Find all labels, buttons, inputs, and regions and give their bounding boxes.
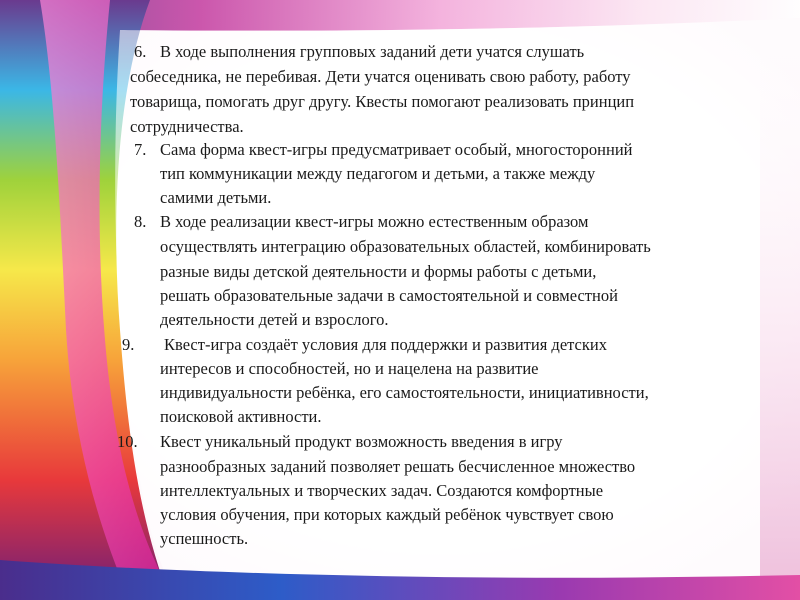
list-item-text-line: Квест-игра создаёт условия для поддержки и развития детских <box>164 335 607 354</box>
list-item-number: 10. <box>117 432 138 451</box>
list-item-text-line: условия обучения, при которых каждый ребёнок чувствует свою <box>160 505 614 524</box>
list-item-text-line: В ходе выполнения групповых заданий дети учатся слушать <box>160 42 585 61</box>
list-item-text-line: индивидуальности ребёнка, его самостоятельности, инициативности, <box>160 383 649 402</box>
list-item-text-line: интересов и способностей, но и нацелена на развитие <box>160 359 539 378</box>
list-item-text-line: товарища, помогать друг другу. Квесты помогают реализовать принцип <box>130 92 635 111</box>
list-item-text-line: самими детьми. <box>160 188 272 207</box>
list-item-text-line: В ходе реализации квест-игры можно естественным образом <box>160 212 589 231</box>
list-item-text-line: интеллектуальных и творческих задач. Создаются комфортные <box>160 481 604 500</box>
list-item-text-line: Сама форма квест-игры предусматривает особый, многосторонний <box>160 140 633 159</box>
list-item-number: 9. <box>122 335 135 354</box>
list-item-text-line: разные виды детской деятельности и формы работы с детьми, <box>160 262 597 281</box>
list-item-number: 8. <box>134 212 147 231</box>
list-item-text-line: Квест уникальный продукт возможность введения в игру <box>160 432 563 451</box>
list-item-text-line: успешность. <box>160 529 249 548</box>
list-item-text-line: поисковой активности. <box>160 407 322 426</box>
list-item-text-line: деятельности детей и взрослого. <box>160 310 389 329</box>
list-item-text-line: разнообразных заданий позволяет решать бесчисленное множество <box>160 457 636 476</box>
list-item-text-line: собеседника, не перебивая. Дети учатся оценивать свою работу, работу <box>130 67 631 86</box>
list-item-text-line: осуществлять интеграцию образовательных областей, комбинировать <box>160 237 651 256</box>
list-item-text-line: сотрудничества. <box>130 117 244 136</box>
list-item-number: 6. <box>134 42 147 61</box>
list-item-number: 7. <box>134 140 147 159</box>
list-item-text-line: тип коммуникации между педагогом и детьми, а также между <box>160 164 596 183</box>
list-item-text-line: решать образовательные задачи в самостоятельной и совместной <box>160 286 618 305</box>
